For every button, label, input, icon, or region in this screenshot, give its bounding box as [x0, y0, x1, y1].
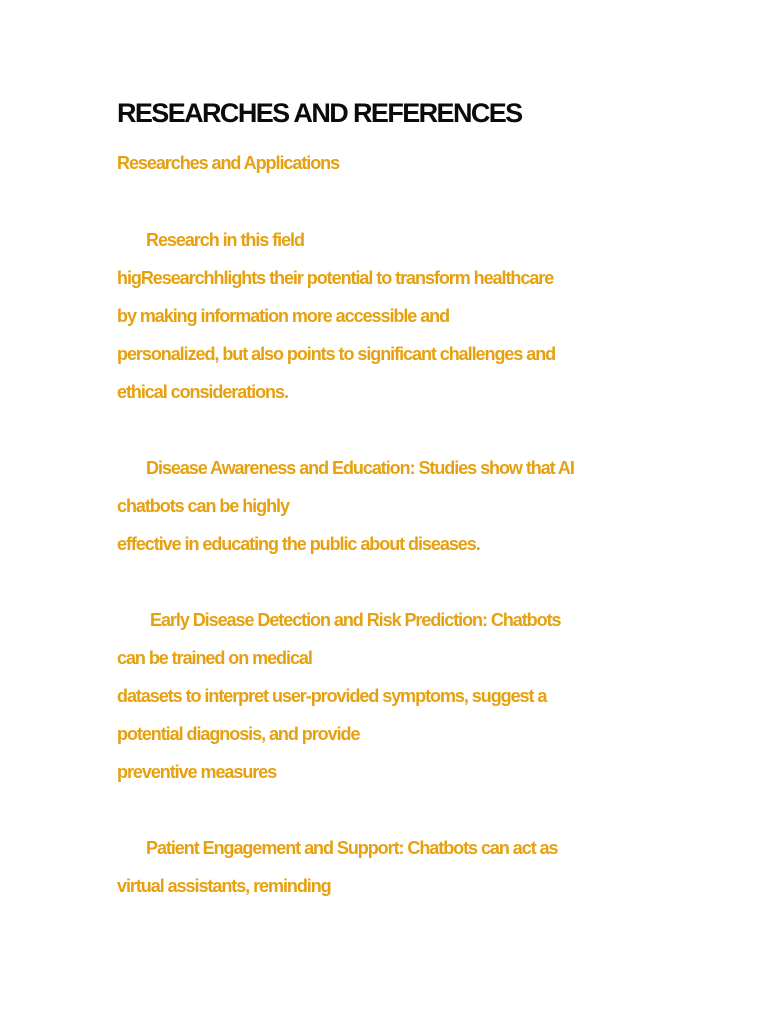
paragraph-3-line-3: datasets to interpret user-provided symptoms, suggest a: [117, 686, 547, 706]
paragraph-2-line-3: effective in educating the public about diseases.: [117, 534, 480, 554]
paragraph-3-line-1: Early Disease Detection and Risk Prediction: Chatbots: [150, 610, 561, 630]
paragraph-4-line-2: virtual assistants, reminding: [117, 876, 331, 896]
paragraph-1-line-5: ethical considerations.: [117, 382, 288, 402]
paragraph-1-line-3: by making information more accessible and: [117, 306, 450, 326]
paragraph-3-line-2: can be trained on medical: [117, 648, 312, 668]
paragraph-3-line-5: preventive measures: [117, 762, 277, 782]
section-subtitle: Researches and Applications: [117, 153, 340, 173]
paragraph-1-line-1: Research in this field: [146, 230, 304, 250]
paragraph-1-line-4: personalized, but also points to significant challenges and: [117, 344, 556, 364]
paragraph-2-line-1: Disease Awareness and Education: Studies show that AI: [146, 458, 574, 478]
page-title: RESEARCHES AND REFERENCES: [117, 98, 522, 128]
paragraph-1-line-2: higResearchhlights their potential to transform healthcare: [117, 268, 554, 288]
paragraph-3-line-4: potential diagnosis, and provide: [117, 724, 360, 744]
paragraph-2-line-2: chatbots can be highly: [117, 496, 289, 516]
paragraph-4-line-1: Patient Engagement and Support: Chatbots can act as: [146, 838, 558, 858]
